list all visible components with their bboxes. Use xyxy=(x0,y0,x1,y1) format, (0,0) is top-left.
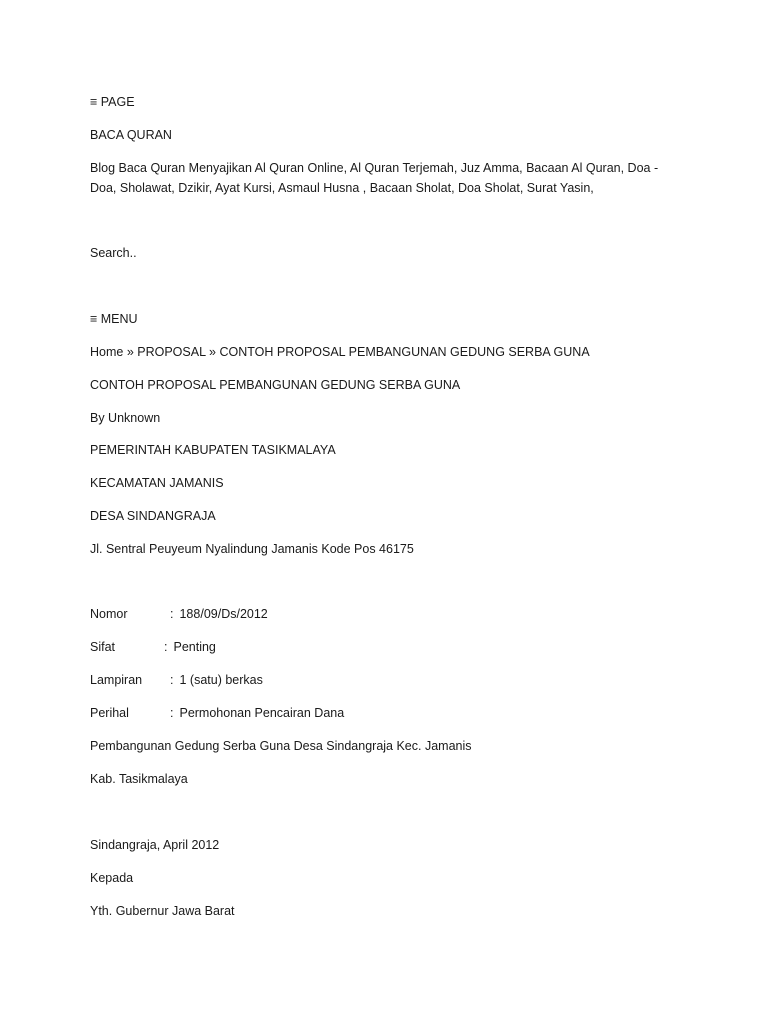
field-perihal xyxy=(90,703,344,723)
field-colon: : xyxy=(170,673,174,687)
letter-place-date: Sindangraja, April 2012 xyxy=(90,838,220,852)
post-title: CONTOH PROPOSAL PEMBANGUNAN GEDUNG SERBA GUNA xyxy=(90,378,461,392)
field-lampiran xyxy=(90,670,263,690)
post-author: By Unknown xyxy=(90,411,161,425)
field-perihal-label: Perihal xyxy=(90,706,129,720)
field-sifat-value: Penting xyxy=(173,640,216,654)
site-description: Blog Baca Quran Menyajikan Al Quran Online, Al Quran Terjemah, Juz Amma, Bacaan Al Quran, Doa - Doa, Sholawat, Dzikir, Ayat Kursi, Asmaul Husna , Bacaan Sholat, Doa Sholat, Surat Yasin, xyxy=(90,161,659,195)
field-nomor xyxy=(90,604,268,624)
letter-subject-line2: Kab. Tasikmalaya xyxy=(90,772,188,786)
letter-village: DESA SINDANGRAJA xyxy=(90,509,216,523)
field-lampiran-value: 1 (satu) berkas xyxy=(179,673,263,687)
letter-district: KECAMATAN JAMANIS xyxy=(90,476,224,490)
field-nomor-value: 188/09/Ds/2012 xyxy=(179,607,268,621)
letter-government: PEMERINTAH KABUPATEN TASIKMALAYA xyxy=(90,443,336,457)
search-input[interactable]: Search.. xyxy=(90,246,137,260)
field-colon: : xyxy=(164,640,168,654)
field-colon: : xyxy=(170,706,174,720)
field-nomor-label: Nomor xyxy=(90,607,128,621)
site-title[interactable]: BACA QURAN xyxy=(90,128,172,142)
breadcrumb[interactable]: Home » PROPOSAL » CONTOH PROPOSAL PEMBANGUNAN GEDUNG SERBA GUNA xyxy=(90,345,590,359)
field-colon: : xyxy=(170,607,174,621)
letter-address: Jl. Sentral Peuyeum Nyalindung Jamanis Kode Pos 46175 xyxy=(90,542,414,556)
page-menu-link[interactable]: ≡ PAGE xyxy=(90,95,135,109)
document-page xyxy=(90,0,680,1024)
letter-to-label: Kepada xyxy=(90,871,134,885)
field-sifat-label: Sifat xyxy=(90,640,116,654)
letter-subject-line1: Pembangunan Gedung Serba Guna Desa Sindangraja Kec. Jamanis xyxy=(90,739,472,753)
main-menu-link[interactable]: ≡ MENU xyxy=(90,312,138,326)
field-lampiran-label: Lampiran xyxy=(90,673,143,687)
letter-recipient: Yth. Gubernur Jawa Barat xyxy=(90,904,235,918)
field-sifat xyxy=(90,637,216,657)
field-perihal-value: Permohonan Pencairan Dana xyxy=(179,706,345,720)
